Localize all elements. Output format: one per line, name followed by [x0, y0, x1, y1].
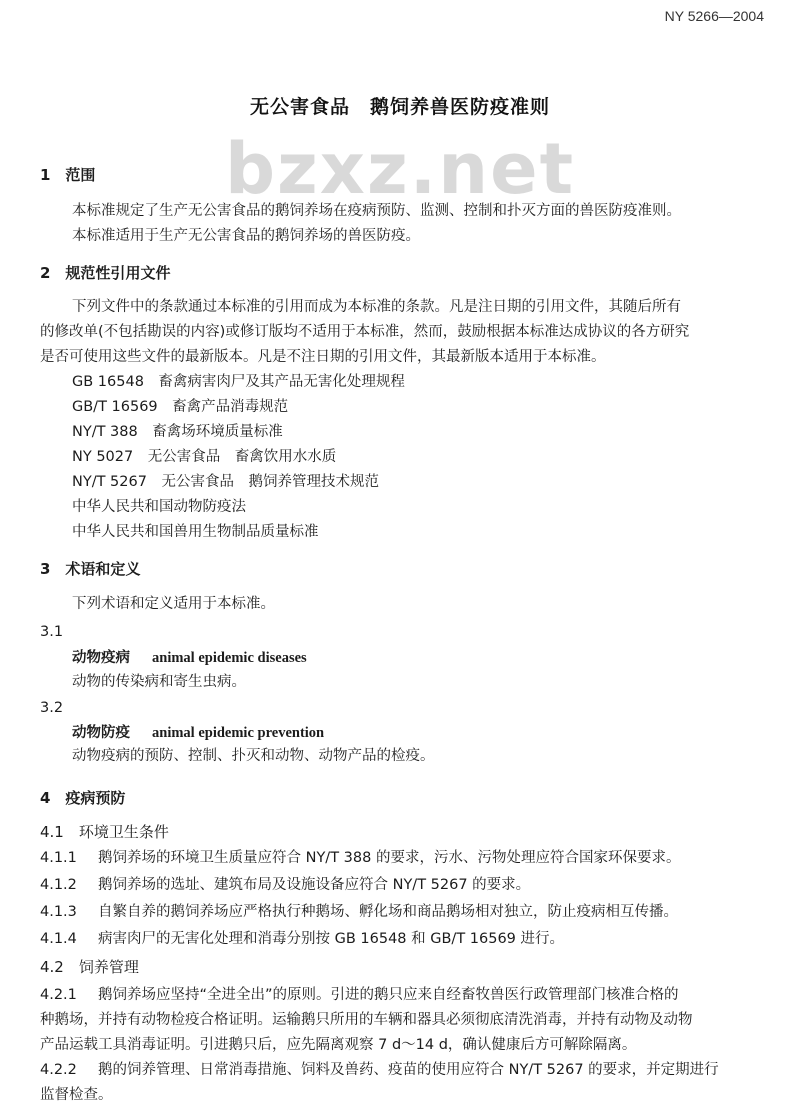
section-3-heading: 3 术语和定义: [40, 560, 141, 578]
section-1-scope-p2: 本标准适用于生产无公害食品的鹅饲养场的兽医防疫。: [72, 228, 420, 244]
reference-item: NY/T 5267 无公害食品 鹅饲养管理技术规范: [72, 474, 379, 490]
clause-text: 产品运载工具消毒证明。引进鹅只后，应先隔离观察 7 d～14 d，确认健康后方可解除隔离。: [40, 1037, 637, 1053]
clause-number: 4.2.1: [40, 987, 77, 1003]
reference-item: GB/T 16569 畜禽产品消毒规范: [72, 399, 289, 415]
reference-item: GB 16548 畜禽病害肉尸及其产品无害化处理规程: [72, 374, 405, 390]
clause-text: 种鹅场，并持有动物检疫合格证明。运输鹅只所用的车辆和器具必须彻底清洗消毒，并持有动物及动物: [40, 1012, 693, 1028]
term-definition: 动物疫病的预防、控制、扑灭和动物、动物产品的检疫。: [72, 748, 435, 764]
clause-number: 4.1.4: [40, 931, 77, 947]
section-4-heading: 4 疫病预防: [40, 789, 126, 807]
term-name-zh: 动物防疫: [72, 725, 130, 741]
clause-text: 自繁自养的鹅饲养场应严格执行种鹅场、孵化场和商品鹅场相对独立，防止疫病相互传播。: [98, 904, 678, 920]
reference-item: 中华人民共和国动物防疫法: [72, 499, 246, 515]
section-1-heading: 1 范围: [40, 166, 96, 184]
term-number: 3.2: [40, 700, 64, 716]
reference-item: 中华人民共和国兽用生物制品质量标准: [72, 524, 319, 540]
clause-text: 病害肉尸的无害化处理和消毒分别按 GB 16548 和 GB/T 16569 进行。: [98, 931, 565, 947]
term-definition: 动物的传染病和寄生虫病。: [72, 674, 246, 690]
subsection-4-1-heading: 4.1 环境卫生条件: [40, 823, 169, 841]
section-3-intro: 下列术语和定义适用于本标准。: [72, 596, 275, 612]
clause-text: 鹅饲养场应坚持“全进全出”的原则。引进的鹅只应来自经畜牧兽医行政管理部门核准合格的: [98, 987, 679, 1003]
section-2-intro-line: 是否可使用这些文件的最新版本。凡是不注日期的引用文件，其最新版本适用于本标准。: [40, 349, 606, 365]
subsection-4-2-heading: 4.2 饲养管理: [40, 958, 139, 976]
clause-number: 4.1.1: [40, 850, 77, 866]
document-title: 无公害食品 鹅饲养兽医防疫准则: [249, 96, 550, 118]
section-2-heading: 2 规范性引用文件: [40, 264, 171, 282]
reference-item: NY 5027 无公害食品 畜禽饮用水水质: [72, 449, 337, 465]
term-name-zh: 动物疫病: [72, 650, 130, 666]
clause-text: 鹅饲养场的环境卫生质量应符合 NY/T 388 的要求，污水、污物处理应符合国家环保要求。: [98, 850, 681, 866]
clause-text: 监督检查。: [40, 1087, 113, 1103]
clause-number: 4.1.3: [40, 904, 77, 920]
term-name-en: animal epidemic prevention: [152, 725, 325, 741]
clause-number: 4.2.2: [40, 1062, 77, 1078]
clause-text: 鹅的饲养管理、日常消毒措施、饲料及兽药、疫苗的使用应符合 NY/T 5267 的要求，并定期进行: [98, 1062, 719, 1078]
section-2-intro-line: 下列文件中的条款通过本标准的引用而成为本标准的条款。凡是注日期的引用文件，其随后所有: [72, 299, 681, 315]
watermark: bzxz.net: [224, 128, 576, 210]
reference-item: NY/T 388 畜禽场环境质量标准: [72, 424, 283, 440]
clause-number: 4.1.2: [40, 877, 77, 893]
section-2-intro-line: 的修改单(不包括勘误的内容)或修订版均不适用于本标准，然而，鼓励根据本标准达成协议的各方研究: [40, 324, 690, 340]
document-code: NY 5266—2004: [664, 8, 764, 24]
term-name-en: animal epidemic diseases: [152, 650, 307, 666]
term-number: 3.1: [40, 624, 64, 640]
section-1-scope-p1: 本标准规定了生产无公害食品的鹅饲养场在疫病预防、监测、控制和扑灭方面的兽医防疫准则。: [72, 203, 681, 219]
clause-text: 鹅饲养场的选址、建筑布局及设施设备应符合 NY/T 5267 的要求。: [98, 877, 531, 893]
